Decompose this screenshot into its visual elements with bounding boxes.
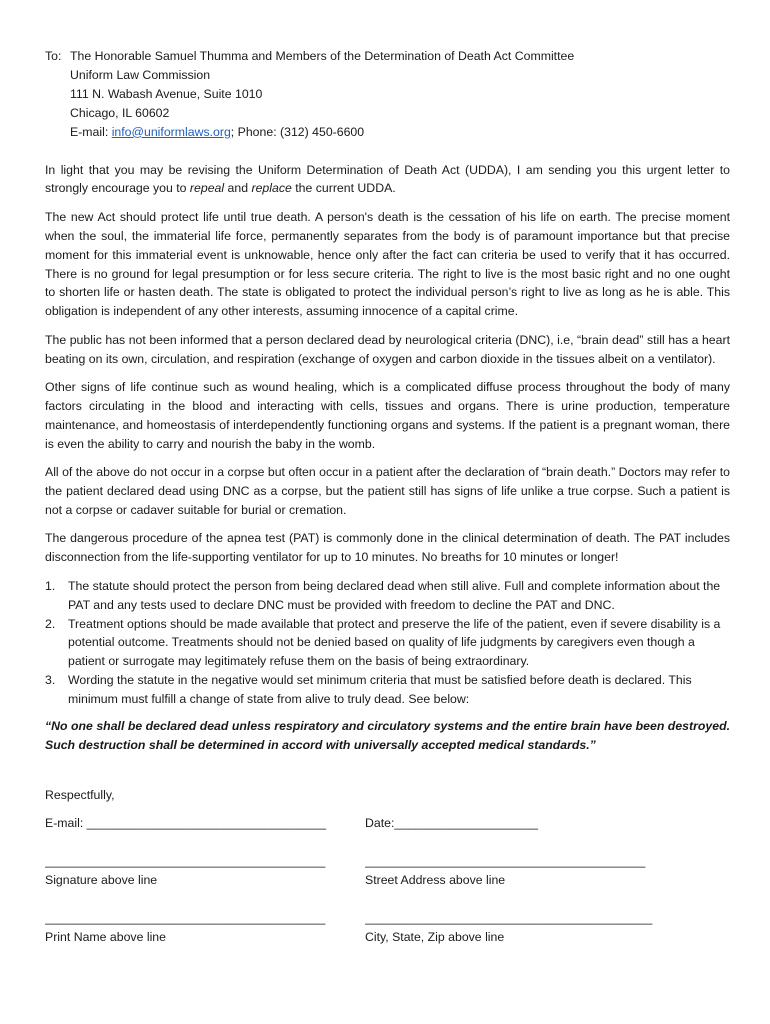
intro-text: In light that you may be revising the Uniform Determination of Death Act (UDDA), I am sending you this urgent letter to strongly encourage you to — [45, 162, 730, 196]
numbered-list — [45, 577, 730, 709]
date-field[interactable]: Date:_____________________ — [365, 816, 539, 831]
street-line: 111 N. Wabash Avenue, Suite 1010 — [70, 86, 263, 101]
list-number: 3. — [45, 673, 56, 688]
intro-paragraph — [45, 161, 730, 199]
letter-page — [45, 47, 730, 947]
intro-and: and — [224, 181, 252, 196]
phone-text: ; Phone: (312) 450-6600 — [230, 124, 365, 139]
intro-text-end: the current UDDA. — [291, 181, 396, 196]
list-number: 2. — [45, 616, 56, 631]
paragraph: All of the above do not occur in a corpse but often occur in a patient after the declaration of “brain death.” Doctors may refer to the patient declared dead using DNC as a corpse, but the patient still has signs of life unlike a true corpse. Such a patient is not a corpse or cadaver suitable for burial or cremation. — [45, 465, 730, 518]
email-field[interactable]: E-mail: ___________________________________ — [45, 816, 327, 831]
intro-repeal: repeal — [189, 181, 225, 196]
intro-replace: replace — [251, 181, 292, 196]
proposed-wording-quote: “No one shall be declared dead unless respiratory and circulatory systems and the entire brain have been destroyed. Such destruction shall be determined in accord with universally accepted medical standards.” — [45, 719, 730, 752]
paragraph: The public has not been informed that a person declared dead by neurological criteria (DNC), i.e, “brain dead” still has a heart beating on its own, circulation, and respiration (exchange of oxygen and carbon dioxide in the tissues albeit on a ventilator). — [45, 332, 730, 366]
signature-label: Signature above line — [45, 873, 158, 888]
signature-block — [45, 814, 730, 947]
list-text: Wording the statute in the negative would set minimum criteria that must be satisfied before death is declared. This minimum must fulfill a change of state from alive to truly dead. See below: — [68, 673, 692, 707]
to-label: To: — [45, 49, 62, 63]
list-text: Treatment options should be made available that protect and preserve the life of the patient, even if severe disability is a potential outcome. Treatments should not be denied based on quality of life judgments by caregivers even though a patient or surrogate may legitimately refuse them on the basis of being extraordinary. — [68, 616, 721, 669]
print-name-label: Print Name above line — [45, 930, 166, 945]
paragraph: Other signs of life continue such as wound healing, which is a complicated diffuse process throughout the body of many factors circulating in the blood and interacting with cells, tissues and organs. There is urine production, temperature maintenance, and homeostasis of interdependently functioning organs and systems. If the patient is a pregnant woman, there is even the ability to carry and nourish the baby in the womb. — [45, 380, 730, 451]
list-item — [45, 671, 730, 709]
email-link[interactable]: info@uniformlaws.org — [111, 124, 231, 139]
city-state-zip-line[interactable]: __________________________________________ — [365, 911, 653, 926]
street-address-line[interactable]: _________________________________________ — [365, 854, 646, 869]
paragraph: The dangerous procedure of the apnea test (PAT) is commonly done in the clinical determination of death. The PAT includes disconnection from the life-supporting ventilator for up to 10 minutes. No breaths for 10 minutes or longer! — [45, 531, 730, 565]
address-block — [45, 47, 730, 142]
closing: Respectfully, — [45, 787, 115, 802]
recipient-line: The Honorable Samuel Thumma and Members of the Determination of Death Act Committee — [70, 49, 575, 63]
print-name-line[interactable]: _________________________________________ — [45, 911, 326, 926]
street-address-label: Street Address above line — [365, 873, 506, 888]
list-item — [45, 577, 730, 615]
contact-line — [70, 123, 574, 142]
email-prefix: E-mail: — [70, 124, 112, 139]
list-number: 1. — [45, 578, 56, 593]
list-text: The statute should protect the person from being declared dead when still alive. Full and complete information about the PAT and any tests used to declare DNC must be provided with freedom to decline the PAT and DNC. — [68, 578, 721, 612]
organization-line: Uniform Law Commission — [70, 67, 211, 82]
city-state-zip-label: City, State, Zip above line — [365, 930, 505, 945]
city-line: Chicago, IL 60602 — [70, 105, 170, 120]
signature-line[interactable]: _________________________________________ — [45, 854, 326, 869]
paragraph: The new Act should protect life until true death. A person's death is the cessation of his life on earth. The precise moment when the soul, the immaterial life force, permanently separates from the body is of paramount importance but that precise moment for this immaterial event is unknowable, hence only after the fact can criteria be used to verify that it has occurred. There is no ground for legal presumption or for less secure criteria. The right to live is the most basic right and no one ought to shorten life or hasten death. The state is obligated to protect the individual person’s right to live as long as he is able. This obligation is independent of any other interests, assuming innocence of a capital crime. — [45, 209, 730, 319]
list-item — [45, 615, 730, 672]
